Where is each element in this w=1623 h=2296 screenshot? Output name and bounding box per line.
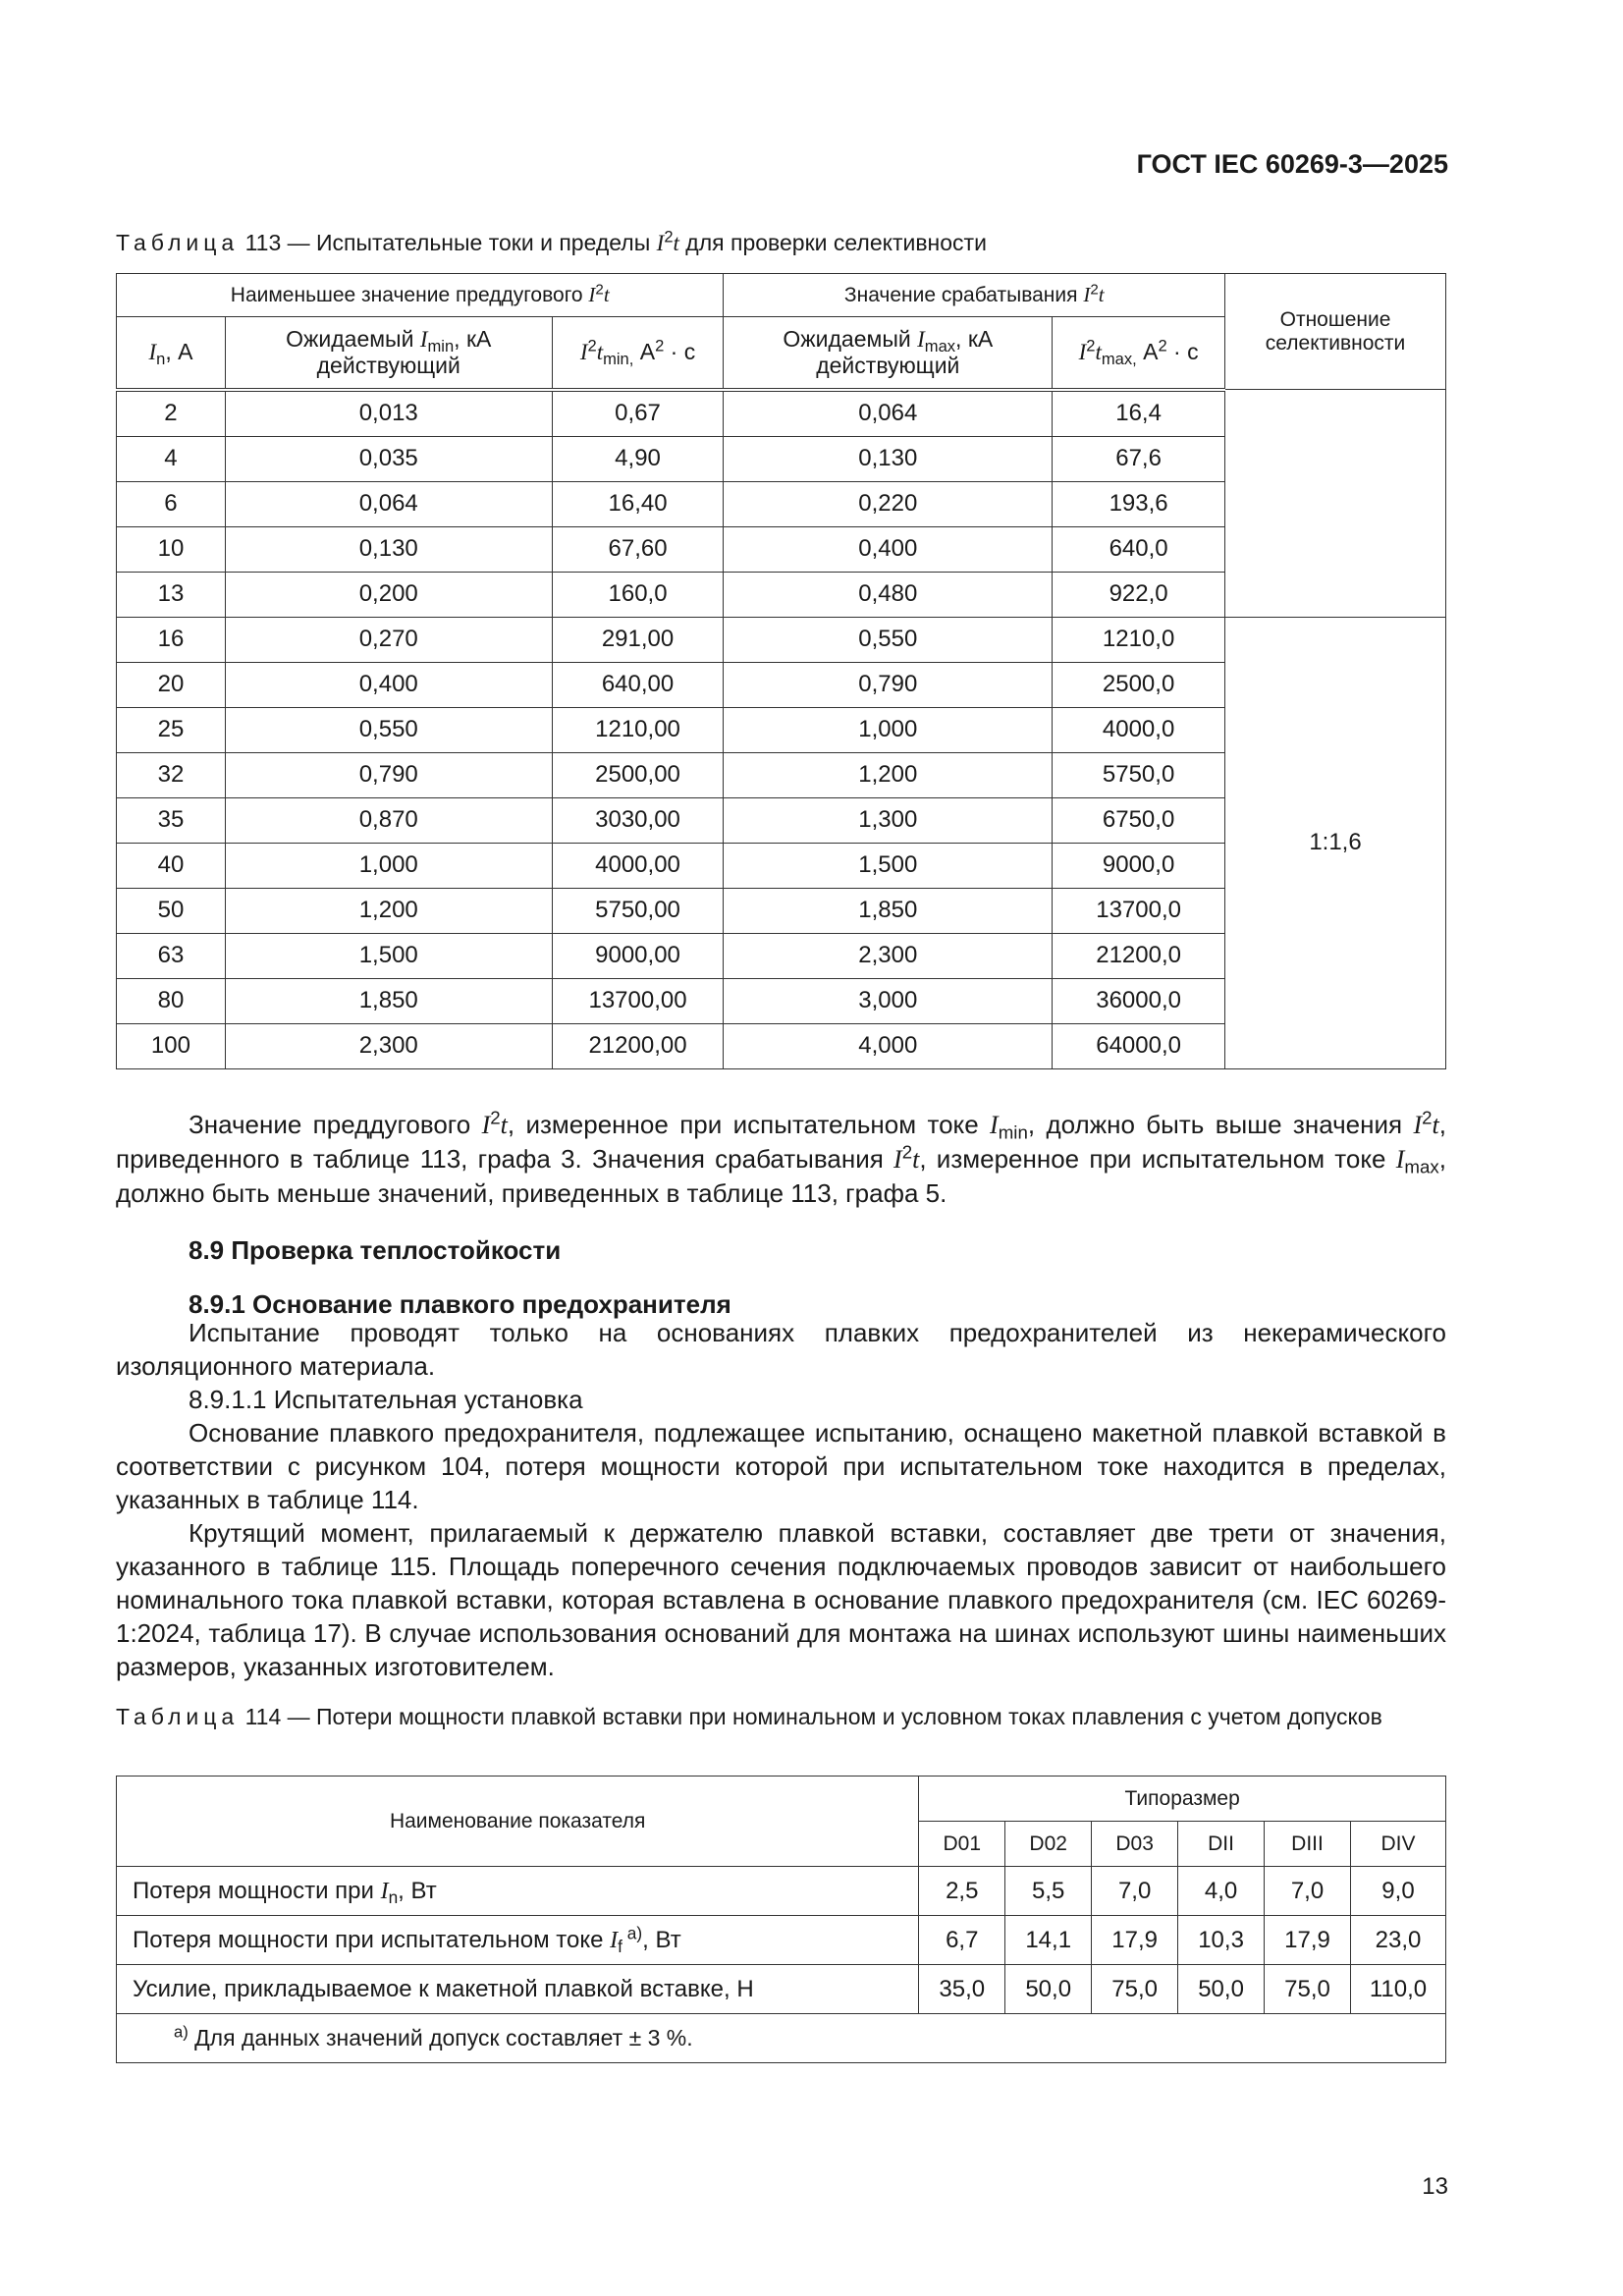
selectivity-table-body xyxy=(117,390,1446,1069)
table-cell: 640,0 xyxy=(1053,526,1225,572)
table-cell: 1,200 xyxy=(225,888,552,933)
table-cell: 7,0 xyxy=(1092,1867,1178,1916)
table-cell: 9000,0 xyxy=(1053,843,1225,888)
table-cell: 35 xyxy=(117,797,226,843)
table-cell: 1210,0 xyxy=(1053,617,1225,662)
table-cell: 4,0 xyxy=(1178,1867,1265,1916)
paragraph-pre-arcing-note: Значение преддугового $I^2t$, измеренное при испытательном токе $I_{min}$, должно быть выше значения $I^2t$, приведенного в таблице 113, графа 3. Значения срабатывания $I^2t$, измеренное при испытательном токе $I_{max}$, должно быть меньше значений, приведенных в таблице 113, графа 5. xyxy=(116,1107,1446,1208)
table-cell: 0,400 xyxy=(724,526,1053,572)
table-cell: 6 xyxy=(117,481,226,526)
table-cell: 5750,00 xyxy=(552,888,724,933)
table-cell: 50,0 xyxy=(1178,1965,1265,2014)
section-heading-8-9: 8.9 Проверка теплостойкости xyxy=(189,1235,562,1265)
table-cell: 6,7 xyxy=(919,1916,1005,1965)
table-cell: 7,0 xyxy=(1265,1867,1351,1916)
paragraph-test-scope: Испытание проводят только на основаниях плавких предохранителей из некерамического изоляционного материала. xyxy=(116,1318,1446,1381)
table-113-caption: Таблица 113 — Испытательные токи и пределы $I^2t$ для проверки селективности xyxy=(116,227,987,255)
table-cell: 2 xyxy=(117,390,226,437)
table-row xyxy=(117,617,1446,662)
table-cell: 2500,00 xyxy=(552,752,724,797)
row-label: Потеря мощности при испытательном токе $I_f$ $^{а)}$, Вт xyxy=(117,1916,919,1965)
table-cell: 4000,0 xyxy=(1053,707,1225,752)
footnote-row xyxy=(117,2014,1446,2063)
table-cell: 1,850 xyxy=(225,978,552,1023)
table-cell: 2500,0 xyxy=(1053,662,1225,707)
table-cell: 0,67 xyxy=(552,390,724,437)
body-text-block xyxy=(116,1316,1446,1683)
paragraph-torque: Крутящий момент, прилагаемый к держателю плавкой вставки, составляет две трети от значения, указанного в таблице 115. Площадь поперечного сечения подключаемых проводов зависит от наибольшего номинального тока плавкой вставки, которая вставлена в основание плавкого предохранителя (см. IEC 60269-1:2024, таблица 17). В случае использования оснований для монтажа на шинах используют шины наименьших размеров, указанных изготовителем. xyxy=(116,1518,1446,1681)
header-min-pre-arcing: Наименьшее значение преддугового $I^2t$ xyxy=(117,274,724,317)
table-cell: 10 xyxy=(117,526,226,572)
size-header: DIII xyxy=(1265,1822,1351,1867)
table-cell: 4000,00 xyxy=(552,843,724,888)
size-header: D03 xyxy=(1092,1822,1178,1867)
table-cell: 0,200 xyxy=(225,572,552,617)
table-cell: 0,220 xyxy=(724,481,1053,526)
section-heading-8-9-1: 8.9.1 Основание плавкого предохранителя xyxy=(189,1289,731,1319)
size-header: DIV xyxy=(1350,1822,1445,1867)
table-cell: 1,000 xyxy=(724,707,1053,752)
table-cell: 0,790 xyxy=(724,662,1053,707)
table-cell: 50,0 xyxy=(1005,1965,1092,2014)
table-cell: 0,550 xyxy=(225,707,552,752)
header-i2t-max: $I^2t_{max,}$ $А^2 \cdot с$ xyxy=(1053,317,1225,390)
table-cell: 40 xyxy=(117,843,226,888)
table-cell: 4,90 xyxy=(552,436,724,481)
table-cell: 25 xyxy=(117,707,226,752)
table-cell: 20 xyxy=(117,662,226,707)
table-cell: 1,500 xyxy=(724,843,1053,888)
table-cell: 13700,00 xyxy=(552,978,724,1023)
table-cell: 0,130 xyxy=(225,526,552,572)
table-cell: 16,40 xyxy=(552,481,724,526)
table-cell: 110,0 xyxy=(1350,1965,1445,2014)
table-cell: 6750,0 xyxy=(1053,797,1225,843)
table-cell: 1,850 xyxy=(724,888,1053,933)
table-cell: 13700,0 xyxy=(1053,888,1225,933)
table-114-caption: Таблица 114 — Потери мощности плавкой вставки при номинальном и условном токах плавления с учетом допусков xyxy=(116,1704,1382,1729)
table-cell: 50 xyxy=(117,888,226,933)
table-cell: 63 xyxy=(117,933,226,978)
table-cell: 17,9 xyxy=(1092,1916,1178,1965)
table-cell: 0,013 xyxy=(225,390,552,437)
header-prospective-imin: Ожидаемый $I_{min}$, кА действующий xyxy=(225,317,552,390)
table-cell: 0,480 xyxy=(724,572,1053,617)
table-cell: 13 xyxy=(117,572,226,617)
table-cell: 0,550 xyxy=(724,617,1053,662)
table-cell: 922,0 xyxy=(1053,572,1225,617)
table-cell: 1,500 xyxy=(225,933,552,978)
ratio-cell-empty xyxy=(1225,390,1446,618)
row-label: Усилие, прикладываемое к макетной плавкой вставке, Н xyxy=(117,1965,919,2014)
header-operating-value: Значение срабатывания $I^2t$ xyxy=(724,274,1225,317)
table-cell: 2,5 xyxy=(919,1867,1005,1916)
table-cell: 10,3 xyxy=(1178,1916,1265,1965)
table-cell: 1,200 xyxy=(724,752,1053,797)
table-cell: 0,790 xyxy=(225,752,552,797)
ratio-cell: 1:1,6 xyxy=(1225,617,1446,1068)
header-prospective-imax: Ожидаемый $I_{max}$, кА действующий xyxy=(724,317,1053,390)
table-cell: 4,000 xyxy=(724,1023,1053,1068)
size-header: D01 xyxy=(919,1822,1005,1867)
table-cell: 21200,0 xyxy=(1053,933,1225,978)
table-cell: 36000,0 xyxy=(1053,978,1225,1023)
table-cell: 75,0 xyxy=(1265,1965,1351,2014)
table-cell: 2,300 xyxy=(724,933,1053,978)
subsection-8-9-1-1: 8.9.1.1 Испытательная установка xyxy=(189,1385,583,1414)
selectivity-table xyxy=(116,273,1446,1069)
document-id: ГОСТ IEC 60269-3—2025 xyxy=(1136,149,1448,179)
header-i2t-min: $I^2t_{min,}$ $А^2 \cdot с$ xyxy=(552,317,724,390)
table-cell: 0,130 xyxy=(724,436,1053,481)
table-row xyxy=(117,1916,1446,1965)
table-cell: 75,0 xyxy=(1092,1965,1178,2014)
table-cell: 1,000 xyxy=(225,843,552,888)
page-number: 13 xyxy=(1422,2173,1448,2200)
header-selectivity-ratio: Отношение селективности xyxy=(1225,274,1446,390)
table-row xyxy=(117,1965,1446,2014)
table-cell: 80 xyxy=(117,978,226,1023)
power-loss-table xyxy=(116,1776,1446,2063)
table-cell: 67,60 xyxy=(552,526,724,572)
table-cell: 23,0 xyxy=(1350,1916,1445,1965)
table-footnote: $^{а)}$ Для данных значений допуск составляет ± 3 %. xyxy=(117,2014,1446,2063)
size-header: D02 xyxy=(1005,1822,1092,1867)
table-cell: 16 xyxy=(117,617,226,662)
row-label: Потеря мощности при $I_n$, Вт xyxy=(117,1867,919,1916)
size-header: DII xyxy=(1178,1822,1265,1867)
table-cell: 5750,0 xyxy=(1053,752,1225,797)
table-cell: 21200,00 xyxy=(552,1023,724,1068)
header-indicator-name: Наименование показателя xyxy=(117,1777,919,1867)
table-cell: 193,6 xyxy=(1053,481,1225,526)
table-cell: 0,035 xyxy=(225,436,552,481)
table-cell: 1,300 xyxy=(724,797,1053,843)
table-cell: 64000,0 xyxy=(1053,1023,1225,1068)
table-cell: 3030,00 xyxy=(552,797,724,843)
table-cell: 3,000 xyxy=(724,978,1053,1023)
table-cell: 0,064 xyxy=(225,481,552,526)
table-cell: 16,4 xyxy=(1053,390,1225,437)
header-rated-current: $I_n$, А xyxy=(117,317,226,390)
table-cell: 291,00 xyxy=(552,617,724,662)
table-cell: 32 xyxy=(117,752,226,797)
table-row xyxy=(117,1867,1446,1916)
table-cell: 1210,00 xyxy=(552,707,724,752)
table-cell: 4 xyxy=(117,436,226,481)
table-cell: 160,0 xyxy=(552,572,724,617)
table-cell: 9,0 xyxy=(1350,1867,1445,1916)
table-cell: 0,064 xyxy=(724,390,1053,437)
table-cell: 640,00 xyxy=(552,662,724,707)
table-cell: 35,0 xyxy=(919,1965,1005,2014)
table-cell: 14,1 xyxy=(1005,1916,1092,1965)
header-size-group: Типоразмер xyxy=(919,1777,1446,1822)
table-cell: 0,870 xyxy=(225,797,552,843)
table-cell: 5,5 xyxy=(1005,1867,1092,1916)
table-row xyxy=(117,390,1446,437)
table-cell: 2,300 xyxy=(225,1023,552,1068)
paragraph-fuse-base-setup: Основание плавкого предохранителя, подлежащее испытанию, оснащено макетной плавкой вставкой в соответствии с рисунком 104, потеря мощности которой при испытательном токе находится в пределах, указанных в таблице 114. xyxy=(116,1418,1446,1514)
table-cell: 0,400 xyxy=(225,662,552,707)
table-cell: 0,270 xyxy=(225,617,552,662)
table-cell: 67,6 xyxy=(1053,436,1225,481)
table-cell: 9000,00 xyxy=(552,933,724,978)
table-cell: 100 xyxy=(117,1023,226,1068)
table-cell: 17,9 xyxy=(1265,1916,1351,1965)
